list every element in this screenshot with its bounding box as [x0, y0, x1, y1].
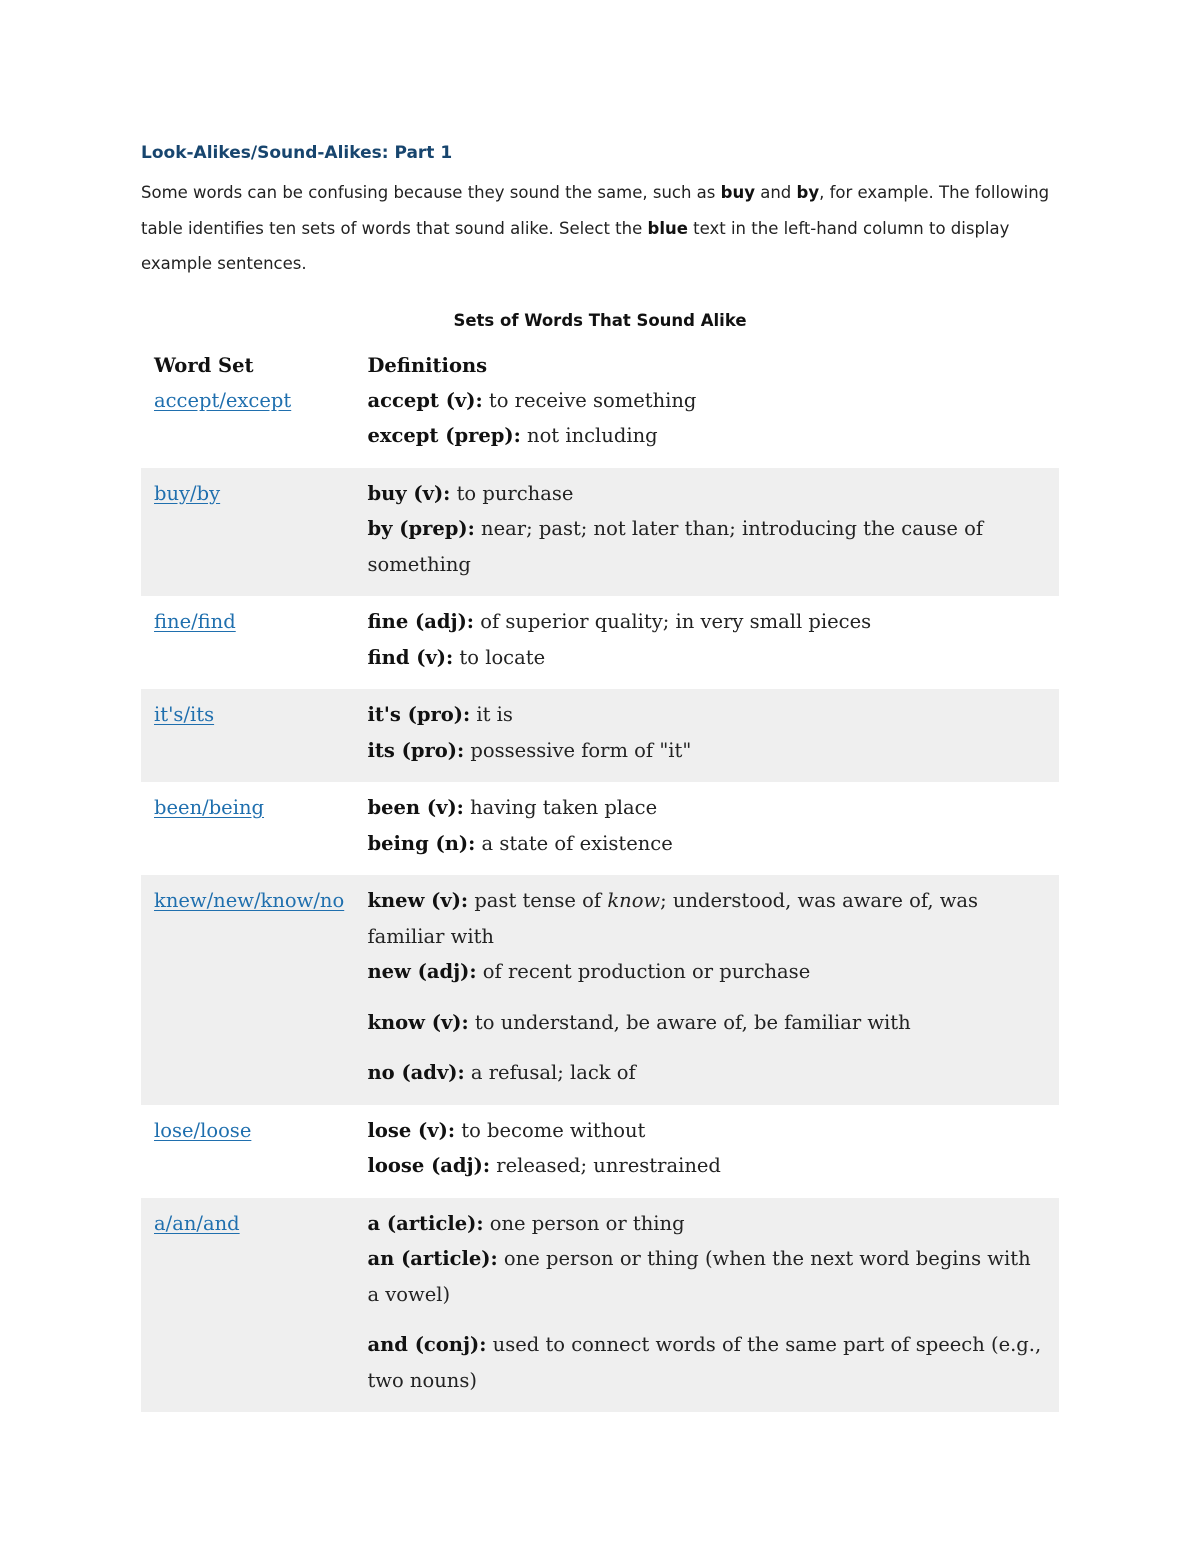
table-row — [141, 689, 1059, 782]
word-set-link[interactable]: accept/except — [154, 388, 292, 412]
intro-bold-buy: buy — [720, 183, 755, 202]
definition-term: a (article): — [367, 1211, 484, 1235]
definition-term: knew (v): — [367, 889, 469, 912]
definition-term: know (v): — [367, 1010, 469, 1034]
definition-line — [367, 604, 1045, 640]
table-caption: Sets of Words That Sound Alike — [453, 310, 747, 330]
definition-line — [367, 1113, 1045, 1149]
definition-line — [367, 640, 1045, 676]
intro-paragraph — [141, 175, 1059, 282]
definition-italic-word: know — [607, 889, 661, 912]
definition-text: near; past; not later than; introducing the cause of something — [367, 517, 984, 576]
definition-term: by (prep): — [367, 517, 475, 540]
word-set-cell — [141, 875, 367, 1105]
intro-text-2: , for example. The following table identifies ten sets of words that sound alike. Select the — [141, 183, 1050, 238]
definition-line — [367, 383, 1045, 419]
definitions-cell — [367, 383, 1059, 468]
definition-text-after: ; understood, was aware of, was familiar with — [367, 889, 979, 948]
definition-term: new (adj): — [367, 960, 477, 983]
definition-text: of recent production or purchase — [476, 960, 811, 983]
definition-text: to understand, be aware of, be familiar with — [468, 1010, 911, 1034]
word-set-link[interactable]: a/an/and — [154, 1211, 240, 1235]
definition-line — [367, 790, 1045, 826]
header-definitions: Definitions — [367, 353, 488, 377]
header-word-set: Word Set — [154, 353, 254, 377]
word-set-link[interactable]: lose/loose — [154, 1118, 252, 1142]
intro-bold-by: by — [796, 183, 820, 202]
definition-term: no (adv): — [367, 1061, 465, 1084]
definition-line — [367, 826, 1045, 862]
table-row — [141, 383, 1059, 468]
definitions-cell — [367, 596, 1059, 689]
definitions-cell — [367, 875, 1059, 1105]
definition-line — [367, 1005, 1045, 1041]
word-set-cell — [141, 782, 367, 875]
definition-text: one person or thing — [483, 1211, 685, 1235]
definition-text: a state of existence — [475, 831, 673, 855]
word-set-link[interactable]: buy/by — [154, 481, 221, 505]
definition-term: an (article): — [367, 1247, 498, 1270]
definition-text: released; unrestrained — [490, 1154, 721, 1177]
definitions-cell — [367, 689, 1059, 782]
word-set-cell — [141, 383, 367, 468]
intro-text-and: and — [754, 183, 797, 202]
word-set-link[interactable]: knew/new/know/no — [154, 889, 345, 912]
definitions-cell — [367, 1198, 1059, 1413]
definition-text: past tense of — [468, 889, 608, 912]
definition-term: and (conj): — [367, 1333, 487, 1356]
definition-term: find (v): — [367, 645, 454, 669]
definition-text: one person or thing (when the next word begins with a vowel) — [367, 1247, 1031, 1306]
definition-line — [367, 418, 1045, 454]
definition-term: its (pro): — [367, 738, 465, 762]
definition-text: used to connect words of the same part of speech (e.g., two nouns) — [367, 1333, 1042, 1392]
definition-term: it's (pro): — [367, 703, 471, 726]
definitions-cell — [367, 468, 1059, 597]
definition-term: buy (v): — [367, 481, 451, 505]
page-title: Look-Alikes/Sound-Alikes: Part 1 — [141, 143, 453, 163]
definition-text: to receive something — [482, 388, 697, 412]
definition-term: fine (adj): — [367, 610, 474, 633]
table-header-row — [141, 342, 1059, 383]
definition-line — [367, 883, 1045, 954]
definition-text: of superior quality; in very small pieces — [474, 610, 872, 633]
table-row — [141, 468, 1059, 597]
word-set-cell — [141, 468, 367, 597]
definition-term: loose (adj): — [367, 1154, 491, 1177]
definitions-cell — [367, 782, 1059, 875]
definition-line — [367, 954, 1045, 990]
word-set-link[interactable]: it's/its — [154, 703, 215, 726]
definition-line — [367, 476, 1045, 512]
definition-text: it is — [470, 703, 513, 726]
table-row — [141, 875, 1059, 1105]
table-row — [141, 596, 1059, 689]
definition-term: except (prep): — [367, 424, 521, 447]
word-set-cell — [141, 1105, 367, 1198]
definition-text: not including — [520, 424, 658, 447]
definition-text: a refusal; lack of — [464, 1061, 636, 1084]
intro-text-1: Some words can be confusing because they sound the same, such as — [141, 183, 721, 202]
word-set-cell — [141, 689, 367, 782]
definition-text: to locate — [453, 645, 546, 669]
table-row — [141, 1105, 1059, 1198]
definition-line — [367, 733, 1045, 769]
definition-line — [367, 697, 1045, 733]
definition-text: possessive form of "it" — [464, 738, 692, 762]
intro-bold-blue: blue — [647, 218, 688, 238]
word-set-link[interactable]: been/being — [154, 796, 264, 819]
definition-term: lose (v): — [367, 1118, 456, 1142]
definition-line — [367, 511, 1045, 582]
definition-line — [367, 1241, 1045, 1312]
definition-term: accept (v): — [367, 388, 483, 412]
definition-line — [367, 1327, 1045, 1398]
intro-text-3: text in the left-hand column to display example sentences. — [141, 218, 1010, 273]
definition-term: been (v): — [367, 796, 464, 819]
word-set-link[interactable]: fine/find — [154, 610, 236, 633]
definition-line — [367, 1148, 1045, 1184]
table-body — [141, 383, 1059, 1413]
table-row — [141, 1198, 1059, 1413]
word-set-cell — [141, 596, 367, 689]
definition-term: being (n): — [367, 831, 476, 855]
table-row — [141, 782, 1059, 875]
definition-line — [367, 1055, 1045, 1091]
word-set-cell — [141, 1198, 367, 1413]
definition-text: to purchase — [450, 481, 574, 505]
definition-text: to become without — [455, 1118, 646, 1142]
definitions-cell — [367, 1105, 1059, 1198]
document-page — [141, 140, 1059, 1412]
definition-text: having taken place — [463, 796, 658, 819]
definition-line — [367, 1206, 1045, 1242]
word-set-table — [141, 342, 1059, 1413]
